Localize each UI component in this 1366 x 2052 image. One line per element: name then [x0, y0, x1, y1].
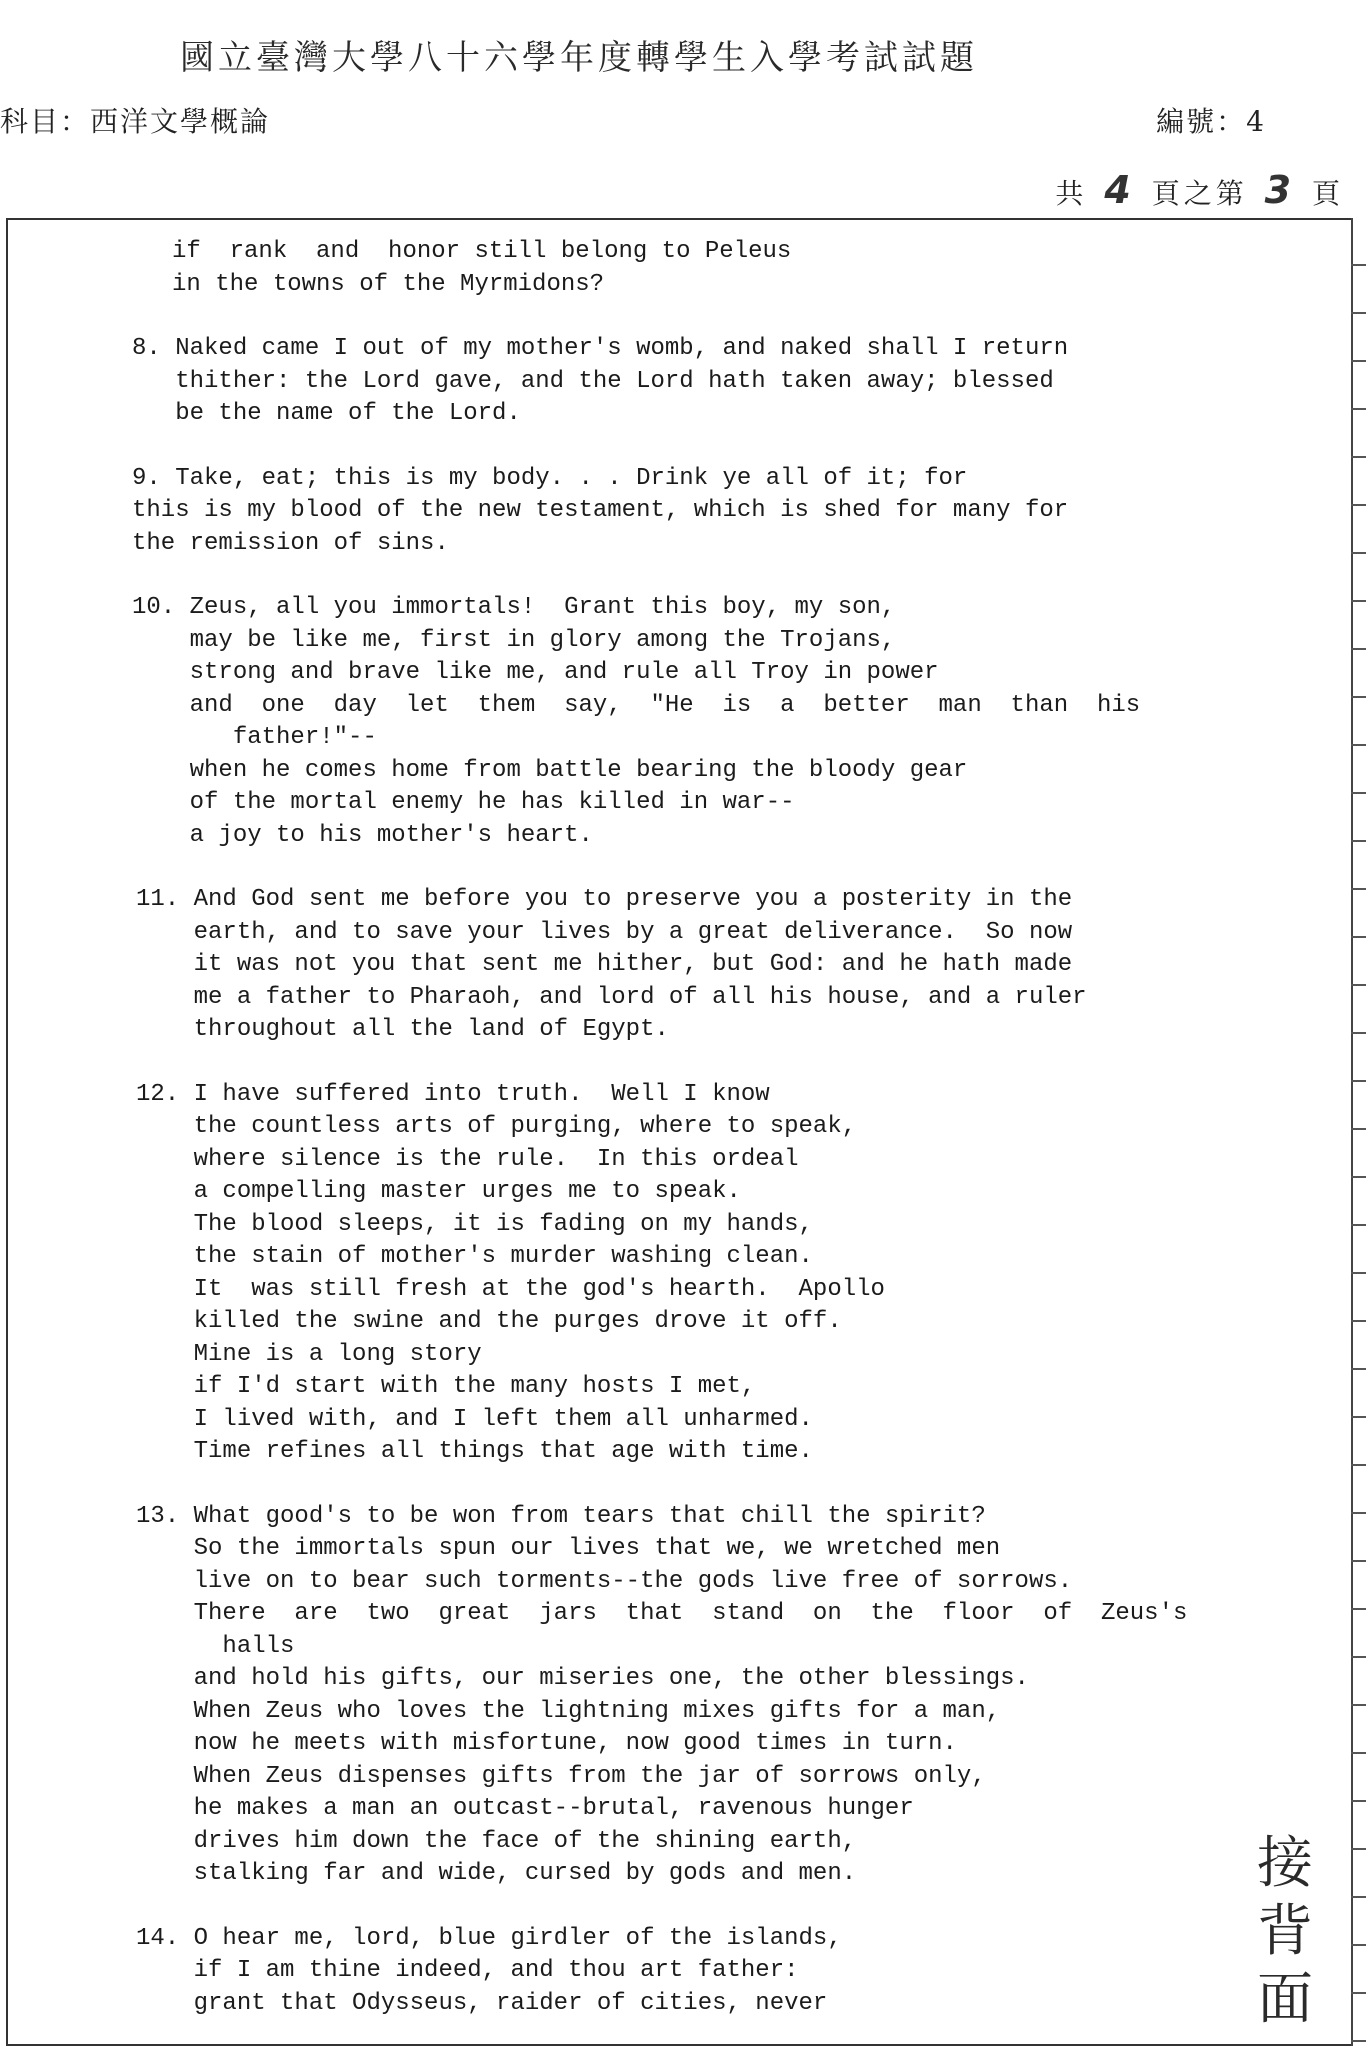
- passage-line: a compelling master urges me to speak.: [136, 1178, 741, 1205]
- pages-middle: 頁之第: [1151, 177, 1248, 210]
- pages-prefix: 共: [1055, 177, 1088, 210]
- passage: [136, 884, 1292, 1047]
- passage-line: I lived with, and I left them all unharmed.: [136, 1405, 813, 1433]
- passage-line: and one day let them say, "He is a better man than his: [132, 691, 1141, 719]
- continue-on-back-note: [1255, 1830, 1315, 2034]
- exam-title: 國立臺灣大學八十六學年度轉學生入學考試試題: [180, 38, 978, 78]
- note-char: 接: [1257, 1831, 1313, 1896]
- passage-line: it was not you that sent me hither, but God: and he hath made: [136, 951, 1073, 978]
- passage: [132, 592, 1292, 852]
- passage-line: grant that Odysseus, raider of cities, never: [136, 1989, 828, 2017]
- subject-label: 科目：西洋文學概論: [0, 105, 271, 138]
- passage-line: When Zeus dispenses gifts from the jar of sorrows only,: [136, 1762, 986, 1790]
- passage-line: There are two great jars that stand on the floor of Zeus's: [136, 1600, 1188, 1627]
- passage-line: 11. And God sent me before you to preserve you a posterity in the: [136, 886, 1073, 913]
- passage-line: halls: [136, 1632, 295, 1660]
- pages-suffix: 頁: [1311, 177, 1344, 210]
- passage: [136, 1923, 1292, 2021]
- note-char: 面: [1257, 1967, 1313, 2032]
- passage-line: the remission of sins.: [132, 529, 449, 557]
- passages-list: [132, 236, 1292, 2052]
- passage-line: killed the swine and the purges drove it off.: [136, 1308, 842, 1335]
- passage-line: 12. I have suffered into truth. Well I know: [136, 1080, 770, 1108]
- passage-line: 9. Take, eat; this is my body. . . Drink ye all of it; for: [132, 464, 968, 492]
- passage-line: 13. What good's to be won from tears that chill the spirit?: [136, 1502, 986, 1530]
- passage-line: if I am thine indeed, and thou art father:: [136, 1957, 799, 1984]
- passage: [132, 333, 1292, 431]
- passage-line: The blood sleeps, it is fading on my hands,: [136, 1210, 813, 1238]
- passage-line: strong and brave like me, and rule all Troy in power: [132, 659, 939, 686]
- passage-line: a joy to his mother's heart.: [132, 821, 593, 849]
- passage-line: throughout all the land of Egypt.: [136, 1016, 669, 1043]
- margin-ticks: [1351, 218, 1366, 2046]
- passage-line: he makes a man an outcast--brutal, ravenous hunger: [136, 1795, 914, 1822]
- passage-line: if I'd start with the many hosts I met,: [136, 1373, 756, 1400]
- passage-line: when he comes home from battle bearing the bloody gear: [132, 756, 968, 784]
- passage-line: may be like me, first in glory among the Trojans,: [132, 626, 896, 654]
- passage-line: thither: the Lord gave, and the Lord hath taken away; blessed: [132, 367, 1054, 395]
- passage-line: now he meets with misfortune, now good times in turn.: [136, 1730, 957, 1757]
- pages-total: 4: [1104, 168, 1135, 212]
- passage-line: the countless arts of purging, where to speak,: [136, 1113, 857, 1140]
- note-char: 背: [1257, 1899, 1313, 1964]
- passage-line: if rank and honor still belong to Peleus: [172, 238, 792, 265]
- passage-line: When Zeus who loves the lightning mixes gifts for a man,: [136, 1697, 1001, 1725]
- passage-line: It was still fresh at the god's hearth. Apollo: [136, 1275, 885, 1303]
- pages-current: 3: [1264, 168, 1296, 212]
- passage-line: earth, and to save your lives by a great deliverance. So now: [136, 918, 1073, 946]
- passage-line: So the immortals spun our lives that we, we wretched men: [136, 1535, 1001, 1562]
- passage-line: drives him down the face of the shining earth,: [136, 1827, 857, 1855]
- passage-line: me a father to Pharaoh, and lord of all his house, and a ruler: [136, 983, 1087, 1011]
- passage-line: father!"--: [132, 724, 377, 751]
- passage: [136, 1079, 1292, 1469]
- passage-line: this is my blood of the new testament, which is shed for many for: [132, 497, 1069, 524]
- passage-line: 10. Zeus, all you immortals! Grant this boy, my son,: [132, 594, 896, 621]
- passage-line: Mine is a long story: [136, 1340, 482, 1368]
- passage-line: 14. O hear me, lord, blue girdler of the islands,: [136, 1924, 842, 1952]
- passage-line: live on to bear such torments--the gods live free of sorrows.: [136, 1567, 1073, 1595]
- passage-line: Time refines all things that age with time.: [136, 1438, 813, 1465]
- passage-line: 8. Naked came I out of my mother's womb, and naked shall I return: [132, 335, 1069, 362]
- exam-code: 編號：4: [1156, 105, 1266, 138]
- passage-line: of the mortal enemy he has killed in war--: [132, 789, 795, 816]
- passage: [172, 236, 1292, 301]
- passage-line: in the towns of the Myrmidons?: [172, 270, 605, 298]
- passage: [136, 1501, 1292, 1891]
- passage-line: the stain of mother's murder washing clean.: [136, 1243, 813, 1270]
- passage-line: and hold his gifts, our miseries one, the other blessings.: [136, 1665, 1029, 1692]
- passage-line: where silence is the rule. In this ordeal: [136, 1145, 799, 1173]
- passage: [132, 463, 1292, 561]
- page-count: [1055, 168, 1344, 212]
- passage-line: be the name of the Lord.: [132, 400, 521, 427]
- passage-line: stalking far and wide, cursed by gods and men.: [136, 1860, 857, 1887]
